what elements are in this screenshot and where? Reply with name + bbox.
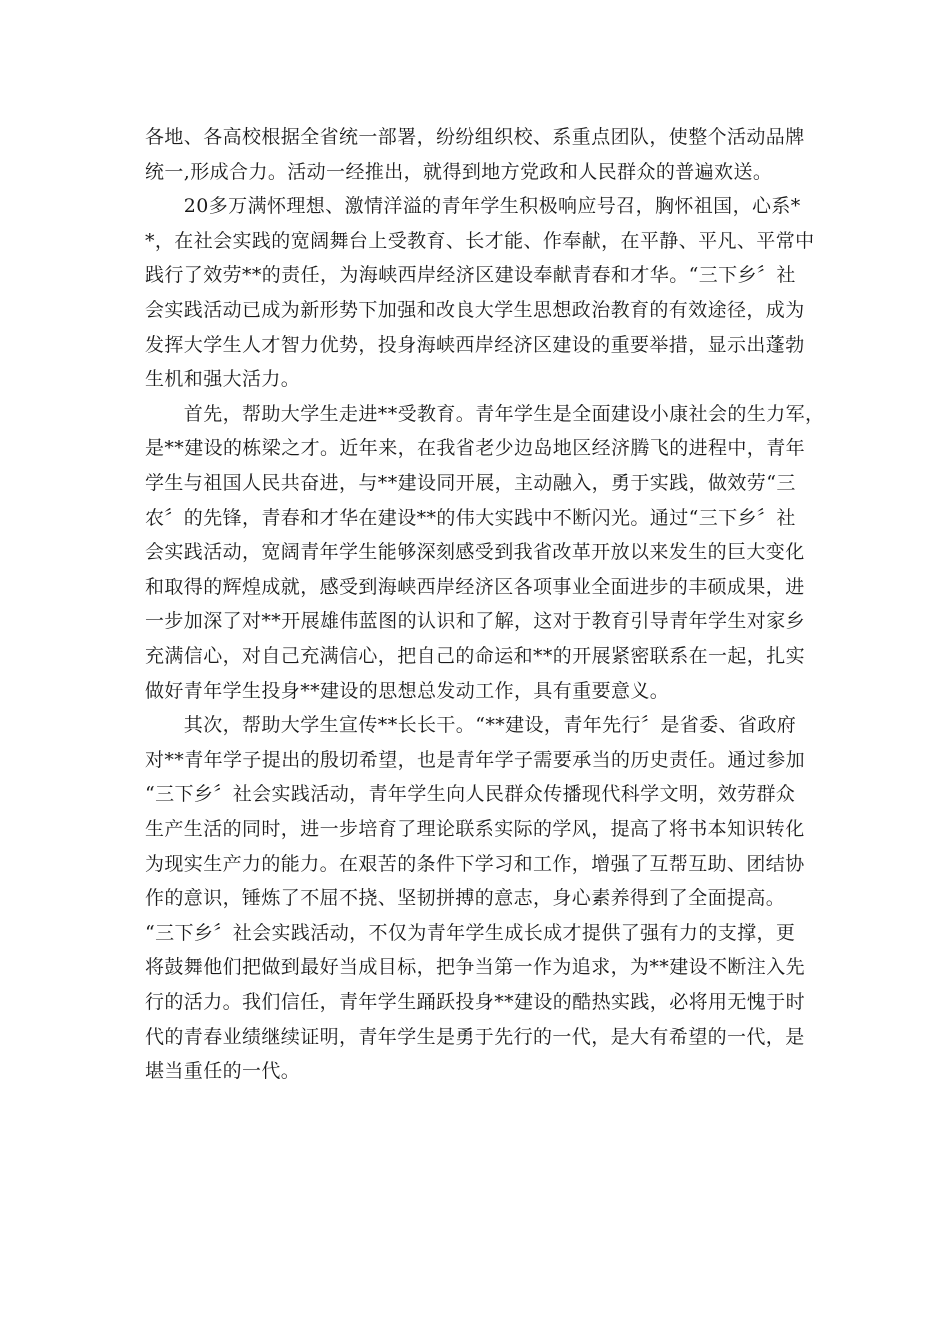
text-line: 统一,形成合力。活动一经推出，就得到地方党政和人民群众的普遍欢送。 <box>145 160 773 183</box>
text-line: 学生与祖国人民共奋进，与**建设同开展，主动融入，勇于实践，做效劳“三 <box>145 472 796 494</box>
text-line: *，在社会实践的宽阔舞台上受教育、长才能、作奉献，在平静、平凡、平常中 <box>145 229 815 252</box>
text-line: 一步加深了对**开展雄伟蓝图的认识和了解，这对于教育引导青年学生对家乡 <box>145 610 806 633</box>
text-line: 行的活力。我们信任，青年学生踊跃投身**建设的酷热实践，必将用无愧于时 <box>145 991 806 1013</box>
text-line: 首先，帮助大学生走进**受教育。青年学生是全面建设小康社会的生力军， <box>145 402 825 425</box>
text-line: 20多万满怀理想、激情洋溢的青年学生积极响应号召，胸怀祖国，心系* <box>145 195 801 218</box>
text-line: 为现实生产力的能力。在艰苦的条件下学习和工作，增强了互帮互助、团结协 <box>145 852 805 875</box>
text-line: 作的意识，锤炼了不屈不挠、坚韧拼搏的意志，身心素养得到了全面提高。 <box>145 887 786 910</box>
text-line: 其次，帮助大学生宣传**长长干。“**建设，青年先行〞是省委、省政府 <box>145 714 797 737</box>
text-line: 堪当重任的一代。 <box>145 1060 301 1083</box>
text-line: 将鼓舞他们把做到最好当成目标，把争当第一作为追求，为**建设不断注入先 <box>145 956 806 979</box>
text-line: 践行了效劳**的责任，为海峡西岸经济区建设奉献青春和才华。“三下乡〞社 <box>145 264 796 287</box>
text-line: 各地、各高校根据全省统一部署，纷纷组织校、系重点团队，使整个活动品牌 <box>145 126 805 148</box>
text-line: 代的青春业绩继续证明，青年学生是勇于先行的一代，是大有希望的一代，是 <box>145 1025 805 1048</box>
text-line: 生机和强大活力。 <box>145 368 301 391</box>
text-line: 农〞的先锋，青春和才华在建设**的伟大实践中不断闪光。通过“三下乡〞社 <box>145 506 796 529</box>
text-line: 发挥大学生人才智力优势，投身海峡西岸经济区建设的重要举措，显示出蓬勃 <box>145 333 805 356</box>
text-line: 是**建设的栋梁之才。近年来，在我省老少边岛地区经济腾飞的进程中，青年 <box>145 437 806 460</box>
text-line: 和取得的辉煌成就，感受到海峡西岸经济区各项事业全面进步的丰硕成果，进 <box>145 575 805 598</box>
text-line: “三下乡〞社会实践活动，青年学生向人民群众传播现代科学文明，效劳群众 <box>145 783 796 806</box>
text-line: 做好青年学生投身**建设的思想总发动工作，具有重要意义。 <box>145 679 670 702</box>
text-line: 会实践活动，宽阔青年学生能够深刻感受到我省改革开放以来发生的巨大变化 <box>145 541 805 564</box>
text-line: 充满信心，对自己充满信心，把自己的命运和**的开展紧密联系在一起，扎实 <box>145 645 806 667</box>
text-line: 生产生活的同时，进一步培育了理论联系实际的学风，提高了将书本知识转化 <box>145 818 805 840</box>
text-line: “三下乡〞社会实践活动，不仅为青年学生成长成才提供了强有力的支撑，更 <box>145 921 796 944</box>
text-line: 对**青年学子提出的殷切希望，也是青年学子需要承当的历史责任。通过参加 <box>145 748 806 771</box>
text-line: 会实践活动已成为新形势下加强和改良大学生思想政治教育的有效途径，成为 <box>145 299 805 321</box>
